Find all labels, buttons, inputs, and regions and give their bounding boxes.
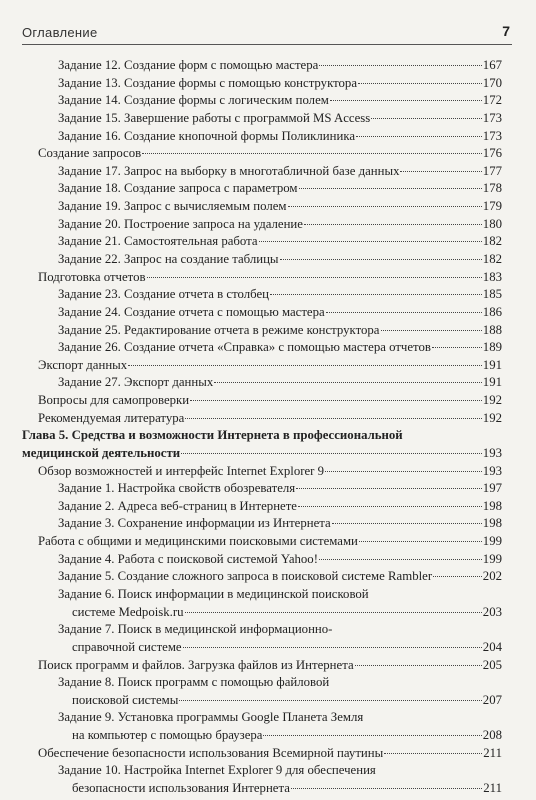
- toc-page: 208: [482, 728, 502, 743]
- toc-entry: Задание 15. Завершение работы с программой MS Access 173: [58, 110, 502, 125]
- toc-entry: поисковой системы 207: [72, 692, 502, 707]
- toc-page: 186: [482, 304, 502, 319]
- toc-page: 205: [482, 657, 502, 672]
- toc-section: Поиск программ и файлов. Загрузка файлов из Интернета 205: [38, 657, 502, 672]
- toc-page: 198: [482, 498, 502, 513]
- toc-entry-line: Задание 8. Поиск программ с помощью файловой: [58, 675, 330, 690]
- toc-entry: системе Medpoisk.ru 203: [72, 604, 502, 619]
- toc-entry: Задание 3. Сохранение информации из Интернета 198: [58, 516, 502, 531]
- toc-page: 204: [482, 639, 502, 654]
- page-header: [22, 22, 512, 45]
- toc-section: Обзор возможностей и интерфейс Internet Explorer 9 193: [38, 463, 502, 478]
- toc-entry: Задание 20. Построение запроса на удаление 180: [58, 216, 502, 231]
- toc-page: 185: [482, 287, 502, 302]
- toc-entry: Задание 18. Создание запроса с параметром 178: [58, 181, 502, 196]
- toc-page: 189: [482, 340, 502, 355]
- toc-entry: Задание 5. Создание сложного запроса в поисковой системе Rambler 202: [58, 569, 502, 584]
- toc-entry: Задание 1. Настройка свойств обозревателя 197: [58, 481, 502, 496]
- page-number: 7: [502, 23, 510, 39]
- toc-page: 193: [482, 463, 502, 478]
- toc-section: Экспорт данных 191: [38, 357, 502, 372]
- toc-section: Создание запросов 176: [38, 146, 502, 161]
- toc-page: 199: [482, 534, 502, 549]
- toc-page: 173: [482, 128, 502, 143]
- toc-entry: Задание 2. Адреса веб-страниц в Интернете 198: [58, 498, 502, 513]
- toc-page: 191: [482, 357, 502, 372]
- toc-entry: Задание 24. Создание отчета с помощью мастера 186: [58, 304, 502, 319]
- toc-entry: Задание 21. Самостоятельная работа 182: [58, 234, 502, 249]
- toc-section: Обеспечение безопасности использования Всемирной паутины 211: [38, 745, 502, 760]
- toc-page: 173: [482, 110, 502, 125]
- toc-entry: справочной системе 204: [72, 639, 502, 654]
- toc-page: 178: [482, 181, 502, 196]
- toc-entry: Задание 25. Редактирование отчета в режиме конструктора 188: [58, 322, 502, 337]
- toc-entry-line: Задание 7. Поиск в медицинской информационно-: [58, 622, 333, 637]
- toc-section: Работа с общими и медицинскими поисковыми системами 199: [38, 534, 502, 549]
- toc-page: 199: [482, 551, 502, 566]
- toc-entry: Задание 26. Создание отчета «Справка» с помощью мастера отчетов 189: [58, 340, 502, 355]
- chapter-heading: Глава 5. Средства и возможности Интернета в профессиональной: [22, 428, 403, 443]
- toc-entry: Задание 17. Запрос на выборку в многотабличной базе данных 177: [58, 163, 502, 178]
- toc-page: 211: [483, 745, 502, 760]
- toc-entry: Задание 27. Экспорт данных 191: [58, 375, 502, 390]
- toc-entry: Задание 16. Создание кнопочной формы Поликлиника 173: [58, 128, 502, 143]
- toc-page: 188: [482, 322, 502, 337]
- toc-entry: на компьютер с помощью браузера 208: [72, 728, 502, 743]
- toc-page: 167: [482, 58, 502, 72]
- toc-page: 170: [482, 75, 502, 90]
- toc-page: 182: [482, 234, 502, 249]
- toc-entry: Задание 13. Создание формы с помощью конструктора 170: [58, 75, 502, 90]
- toc-page: 179: [482, 199, 502, 214]
- chapter-heading-end: медицинской деятельности 193: [22, 445, 502, 460]
- toc-page: 177: [482, 163, 502, 178]
- toc-entry-line: Задание 6. Поиск информации в медицинской поисковой: [58, 587, 369, 602]
- toc-entry: безопасности использования Интернета 211: [72, 781, 502, 795]
- toc-page: 182: [482, 251, 502, 266]
- toc-entry-line: Задание 10. Настройка Internet Explorer 9 для обеспечения: [58, 763, 376, 778]
- toc-page: 193: [482, 445, 502, 460]
- toc-page: 203: [482, 604, 502, 619]
- toc-section: Рекомендуемая литература 192: [38, 410, 502, 425]
- toc-section: Вопросы для самопроверки 192: [38, 393, 502, 408]
- toc-page: 172: [482, 93, 502, 108]
- toc-entry: Задание 23. Создание отчета в столбец 185: [58, 287, 502, 302]
- toc-page: 207: [482, 692, 502, 707]
- toc-page: 191: [482, 375, 502, 390]
- toc-page: 202: [482, 569, 502, 584]
- toc-page: 197: [482, 481, 502, 496]
- toc-page: 180: [482, 216, 502, 231]
- toc-page: 192: [482, 393, 502, 408]
- toc-page: 176: [482, 146, 502, 161]
- toc-page: 211: [483, 781, 502, 795]
- toc-entry: Задание 4. Работа с поисковой системой Yahoo! 199: [58, 551, 502, 566]
- toc-entry: Задание 22. Запрос на создание таблицы 182: [58, 251, 502, 266]
- toc-section: Подготовка отчетов 183: [38, 269, 502, 284]
- toc-page: 183: [482, 269, 502, 284]
- toc-entry: Задание 14. Создание формы с логическим полем 172: [58, 93, 502, 108]
- toc-page: 198: [482, 516, 502, 531]
- running-title: Оглавление: [22, 25, 98, 40]
- toc-entry: Задание 19. Запрос с вычисляемым полем 179: [58, 199, 502, 214]
- toc-page: 192: [482, 410, 502, 425]
- toc-entry-line: Задание 9. Установка программы Google Планета Земля: [58, 710, 364, 725]
- toc-entry: Задание 12. Создание форм с помощью мастера 167: [58, 58, 502, 72]
